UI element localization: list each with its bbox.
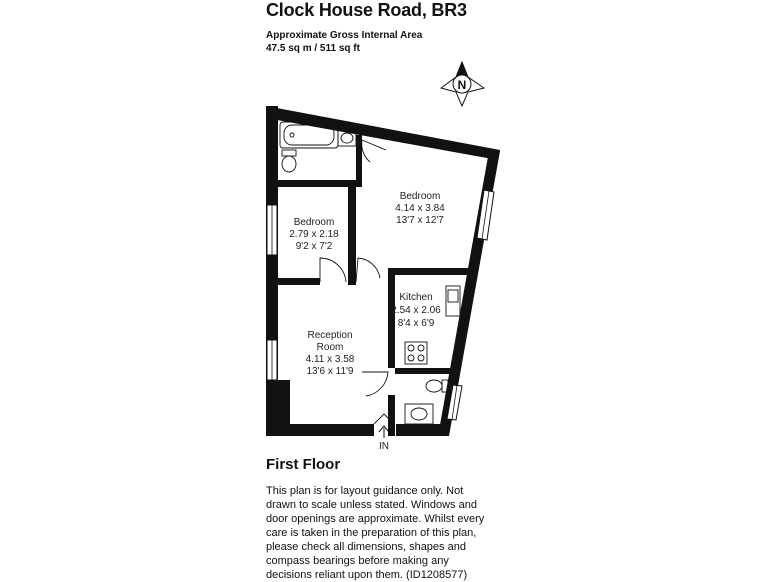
wc-toilet-icon — [426, 380, 448, 392]
toilet-icon — [282, 150, 296, 172]
entrance-label: IN — [379, 441, 389, 452]
svg-text:Kitchen: Kitchen — [399, 292, 433, 303]
disclaimer-line: drawn to scale unless stated. Windows and — [266, 499, 477, 511]
room-label-bedroom-large — [395, 191, 445, 226]
bathtub-icon — [280, 122, 338, 148]
room-label-reception — [306, 330, 355, 377]
sink-icon — [446, 286, 460, 316]
disclaimer-line: please check all dimensions, shapes and — [266, 541, 466, 553]
svg-text:Bedroom: Bedroom — [399, 191, 441, 202]
interior-walls — [278, 135, 470, 436]
disclaimer-line: door openings are approximate. Whilst every — [266, 513, 485, 525]
area-value: 47.5 sq m / 511 sq ft — [266, 43, 360, 54]
disclaimer — [266, 484, 506, 582]
wc-basin-icon — [405, 404, 433, 424]
room-label-bedroom-small — [289, 217, 339, 252]
disclaimer-line: decisions reliant upon them. (ID1208577) — [266, 569, 468, 581]
svg-text:8'4 x 6'9: 8'4 x 6'9 — [397, 318, 435, 329]
svg-text:13'6 x 11'9: 13'6 x 11'9 — [306, 366, 354, 377]
svg-text:4.11 x 3.58: 4.11 x 3.58 — [305, 354, 355, 365]
svg-text:4.14 x 3.84: 4.14 x 3.84 — [395, 203, 445, 214]
svg-text:9'2 x 7'2: 9'2 x 7'2 — [295, 241, 333, 252]
svg-text:13'7 x 12'7: 13'7 x 12'7 — [396, 215, 444, 226]
svg-text:2.79 x 2.18: 2.79 x 2.18 — [289, 229, 339, 240]
disclaimer-line: This plan is for layout guidance only. Not — [266, 485, 464, 497]
compass-icon — [441, 62, 484, 106]
disclaimer-line: compass bearings before making any — [266, 555, 449, 567]
entrance-arrow-icon — [379, 426, 389, 438]
compass-letter: N — [457, 78, 467, 92]
svg-text:Bedroom: Bedroom — [293, 217, 335, 228]
svg-text:Room: Room — [316, 342, 344, 353]
svg-text:2.54 x 2.06: 2.54 x 2.06 — [391, 305, 441, 316]
disclaimer-line: care is taken in the preparation of this plan, — [266, 527, 477, 539]
area-label: Approximate Gross Internal Area — [266, 30, 423, 41]
room-label-kitchen — [391, 292, 441, 329]
property-title: Clock House Road, BR3 — [266, 0, 467, 20]
hob-icon — [405, 342, 427, 364]
floor-label: First Floor — [266, 456, 341, 473]
svg-text:Reception: Reception — [307, 330, 353, 341]
